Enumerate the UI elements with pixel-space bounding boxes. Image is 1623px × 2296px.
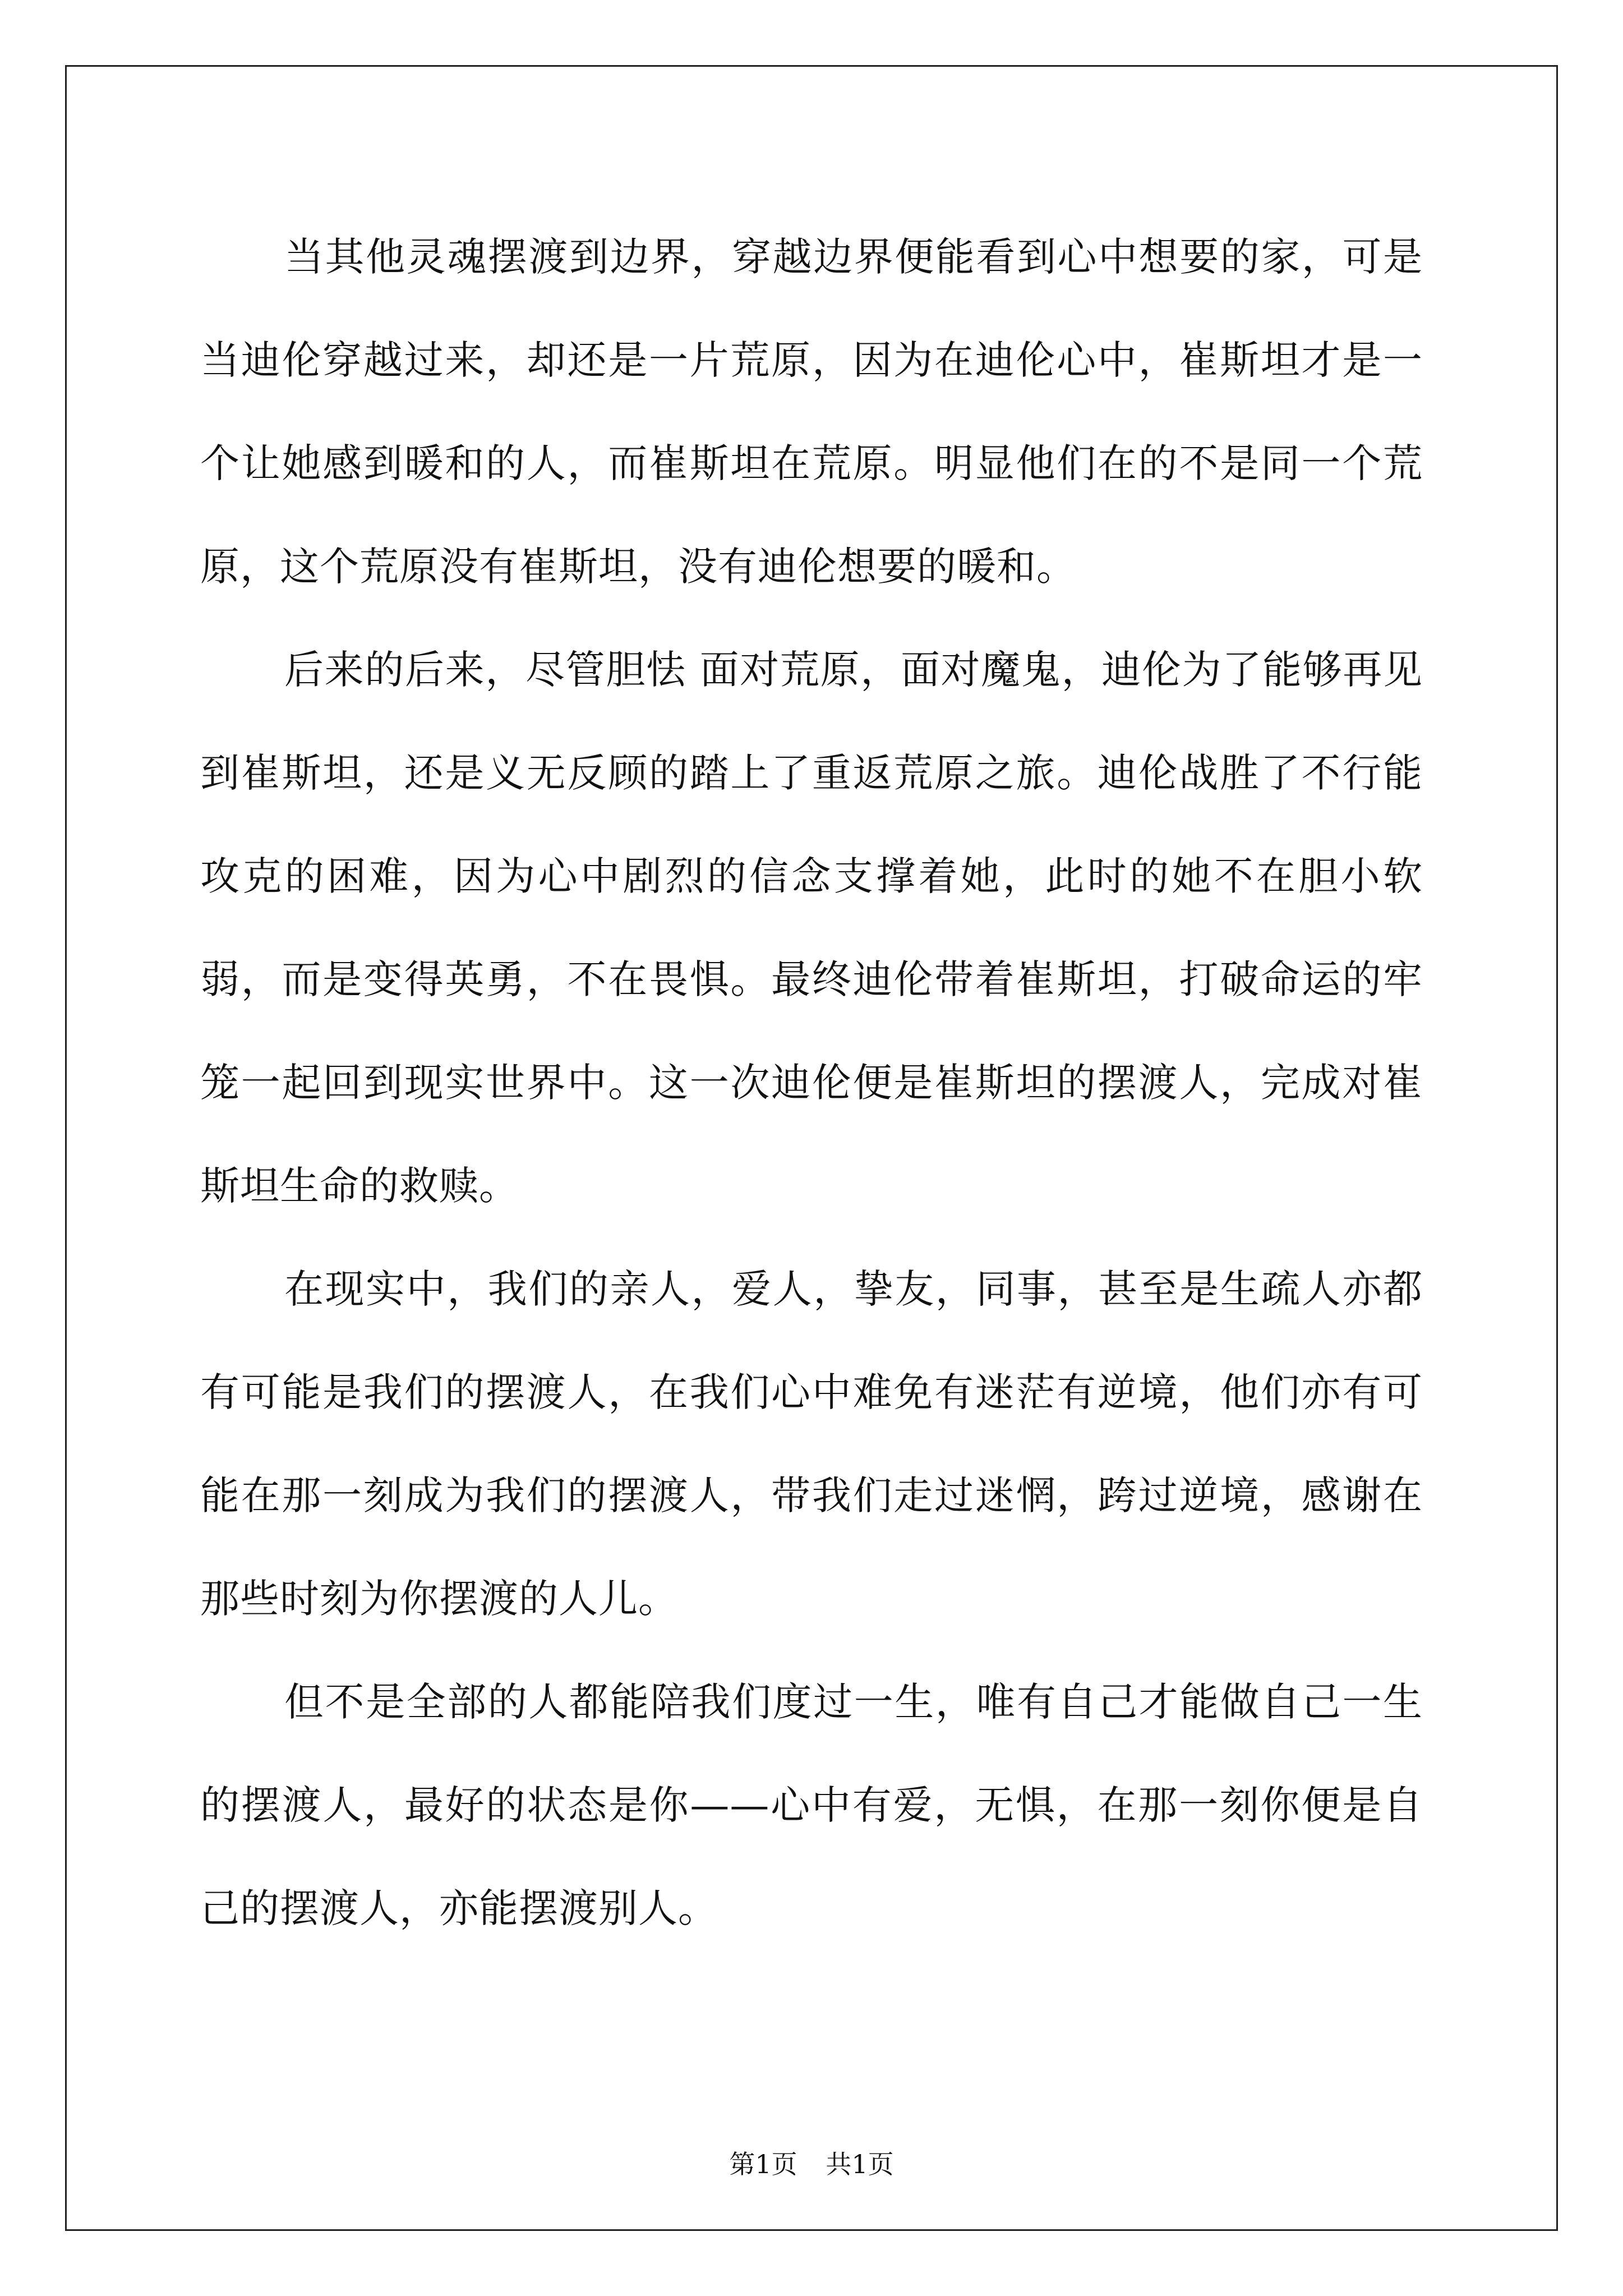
document-body [200,205,1423,1960]
page-footer [0,2147,1623,2181]
paragraph-2: 后来的后来，尽管胆怯 面对荒原，面对魔鬼，迪伦为了能够再见到崔斯坦，还是义无反顾的踏上了重返荒原之旅。迪伦战胜了不行能攻克的困难，因为心中剧烈的信念支撑着她，此时的她不在胆小软弱，而是变得英勇，不在畏惧。最终迪伦带着崔斯坦，打破命运的牢笼一起回到现实世界中。这一次迪伦便是崔斯坦的摆渡人，完成对崔斯坦生命的救赎。 [200,647,1423,1209]
page-number: 第1页 [729,2149,797,2179]
page-total: 共1页 [826,2149,894,2179]
paragraph-3: 在现实中，我们的亲人，爱人，挚友，同事，甚至是生疏人亦都有可能是我们的摆渡人，在我们心中难免有迷茫有逆境，他们亦有可能在那一刻成为我们的摆渡人，带我们走过迷惘，跨过逆境，感谢在那些时刻为你摆渡的人儿。 [200,1266,1423,1622]
paragraph-4: 但不是全部的人都能陪我们度过一生，唯有自己才能做自己一生的摆渡人，最好的状态是你——心中有爱，无惧，在那一刻你便是自己的摆渡人，亦能摆渡别人。 [200,1679,1423,1931]
paragraph-1: 当其他灵魂摆渡到边界，穿越边界便能看到心中想要的家，可是当迪伦穿越过来，却还是一片荒原，因为在迪伦心中，崔斯坦才是一个让她感到暖和的人，而崔斯坦在荒原。明显他们在的不是同一个荒原，这个荒原没有崔斯坦，没有迪伦想要的暖和。 [200,234,1423,590]
